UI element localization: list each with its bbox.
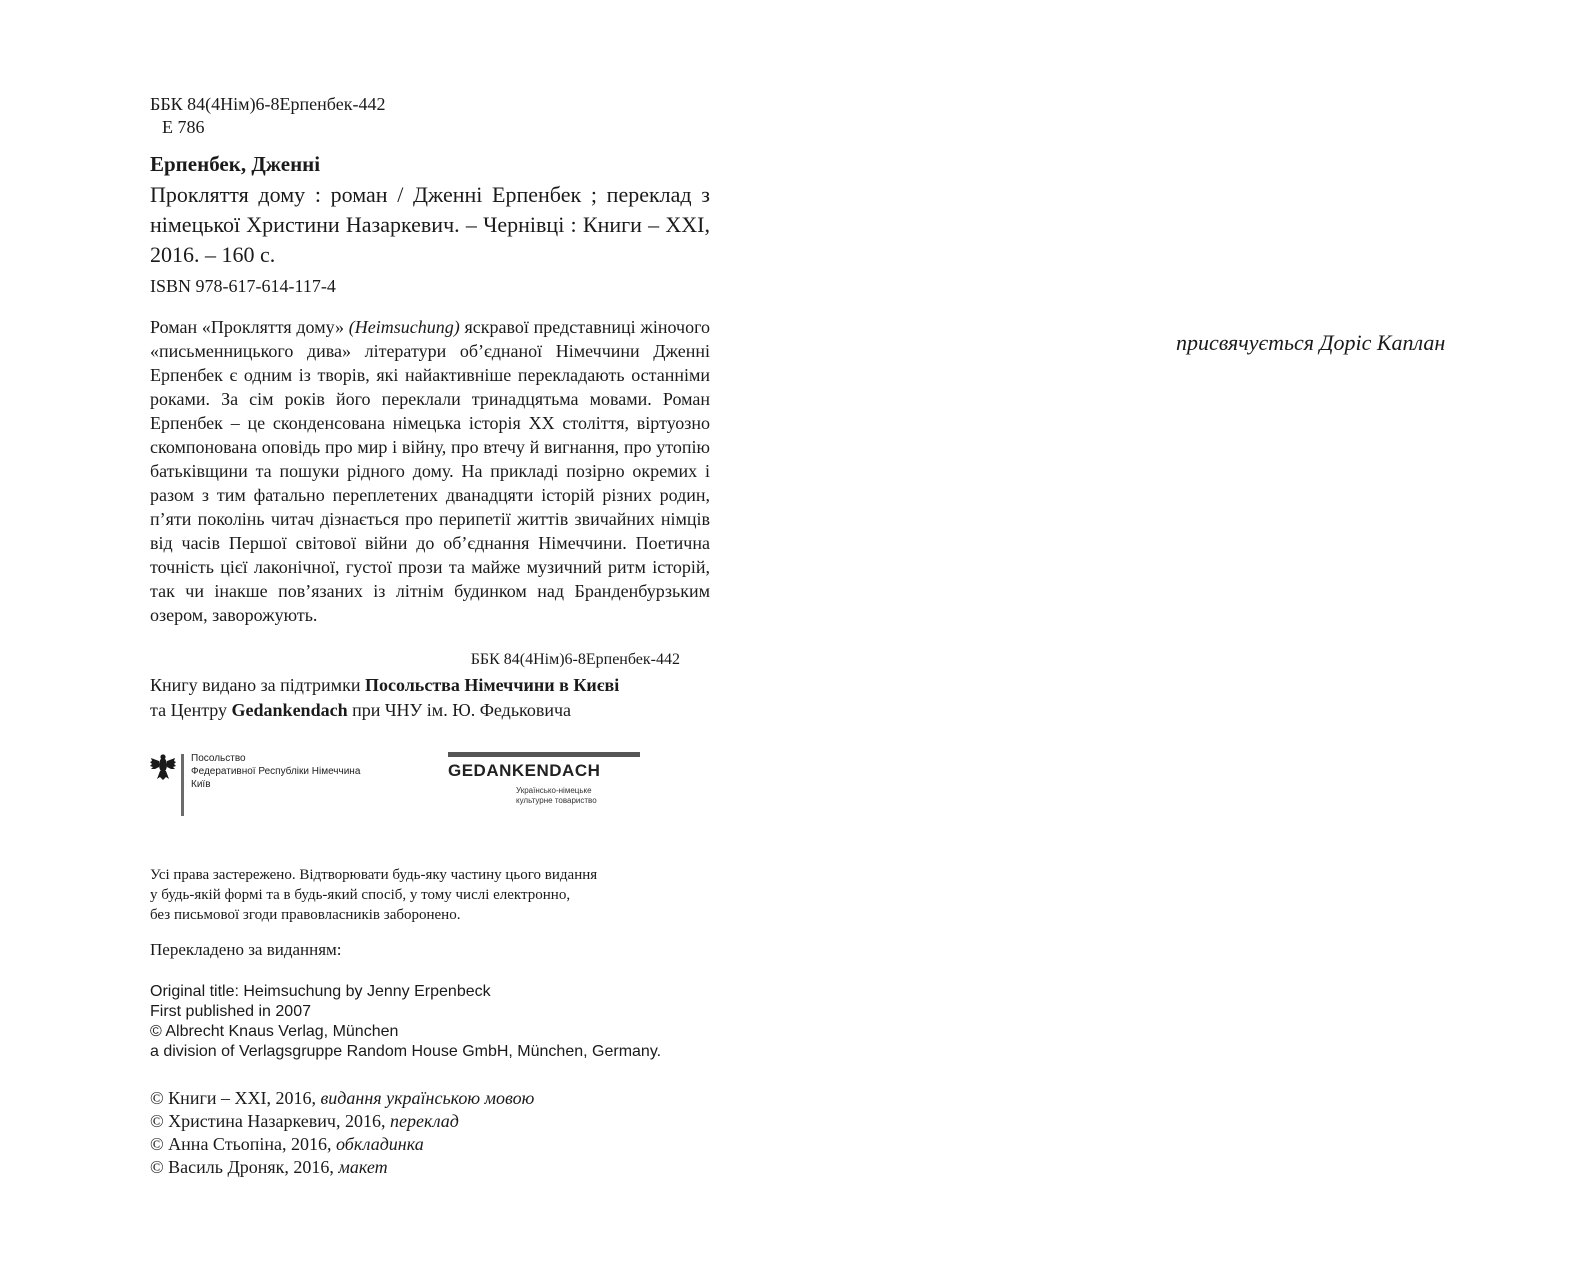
copyright-line [150,1087,750,1110]
gedankendach-name: GEDANKENDACH [448,761,601,780]
support-gedankendach: Gedankendach [231,700,348,720]
copyright-holder: © Христина Назаркевич, 2016, [150,1111,390,1131]
isbn: ISBN 978-617-614-117-4 [150,276,336,296]
copyright-line [150,1133,750,1156]
bibliographic-entry: Прокляття дому : роман / Дженні Ерпенбек ; переклад з німецької Христини Назаркевич. – Чернівці : Книги – XXI, 2016. – 160 с. [150,182,710,267]
original-line: First published in 2007 [150,1003,311,1020]
embassy-line: Федеративної Республіки Німеччина [191,766,361,777]
support-line-1-text: Книгу видано за підтримки [150,675,365,695]
support-line-2-suffix: при ЧНУ ім. Ю. Федьковича [347,700,572,720]
annotation-text-start: Роман «Прокляття дому» [150,317,349,337]
embassy-line: Посольство [191,753,246,764]
support-statement [150,673,750,723]
gedankendach-logo [448,752,648,812]
copyright-role: видання українською мовою [320,1088,535,1108]
gedankendach-sub-line: культурне товариство [516,796,597,805]
original-line: a division of Verlagsgruppe Random House GmbH, München, Germany. [150,1043,662,1060]
original-edition [150,982,770,1062]
support-line-1 [150,673,750,698]
translated-from-label: Перекладено за виданням: [150,940,342,959]
support-line-2 [150,698,750,723]
rights-line: у будь-якій формі та в будь-який спосіб, у тому числі електронно, [150,887,571,903]
author-name: Ерпенбек, Дженні [150,152,321,176]
rights-notice [150,865,750,925]
copyright-role: обкладинка [336,1134,424,1154]
rights-line: Усі права застережено. Відтворювати будь-яку частину цього видання [150,867,598,883]
copyright-role: макет [338,1157,388,1177]
copyright-holder: © Книги – XXI, 2016, [150,1088,321,1108]
copyright-line [150,1156,750,1179]
original-line: © Albrecht Knaus Verlag, München [150,1023,399,1040]
original-line: Original title: Heimsuchung by Jenny Erpenbeck [150,983,491,1000]
dedication: присвячується Доріс Каплан [1176,330,1446,355]
embassy-logo [150,752,450,818]
eagle-icon [150,752,176,782]
copyright-list [150,1087,750,1179]
bbk-code: ББК 84(4Нім)6-8Ерпенбек-442 [150,94,386,114]
gedankendach-bar [448,752,640,757]
annotation-original-title: (Heimsuchung) [348,317,460,337]
rights-line: без письмової згоди правовласників заборонено. [150,907,461,923]
gedankendach-sub-line: Українсько-німецьке [516,786,592,795]
annotation [150,315,710,627]
embassy-line: Київ [191,779,211,790]
copyright-line [150,1110,750,1133]
copyright-holder: © Василь Дроняк, 2016, [150,1157,339,1177]
support-embassy: Посольства Німеччини в Києві [364,675,620,695]
embassy-name [191,752,360,791]
gedankendach-subtitle [516,786,597,806]
author-mark: Е 786 [162,117,205,137]
copyright-role: переклад [389,1111,459,1131]
annotation-text-rest: яскравої представниці жіночого «письменницького дива» літератури об’єднаної Німеччини Дженні Ерпенбек є одним із творів, які найактивніше перекладають останніми роками. За сім років його переклали тринадцятьма мовами. Роман Ерпенбек – це сконденсована німецька історія ХХ століття, віртуозно скомпонована оповідь про мир і війну, про втечу й вигнання, про утопію батьківщини та пошуки рідного дому. На прикладі позірно окремих і разом з тим фатально переплетених дванадцяти історій різних родин, п’яти поколінь читач дізнається про перипетії життів звичайних німців від часів Першої світової війни до об’єднання Німеччини. Поетична точність цієї лаконічної, густої прози та майже музичний ритм історій, так чи інакше пов’язаних із літнім будинком над Бранденбурзьким озером, заворожують. [150,317,711,625]
support-line-2-text: та Центру [150,700,232,720]
copyright-holder: © Анна Стьопіна, 2016, [150,1134,337,1154]
embassy-divider [181,754,184,816]
bbk-code-footer: ББК 84(4Нім)6-8Ерпенбек-442 [470,651,680,668]
